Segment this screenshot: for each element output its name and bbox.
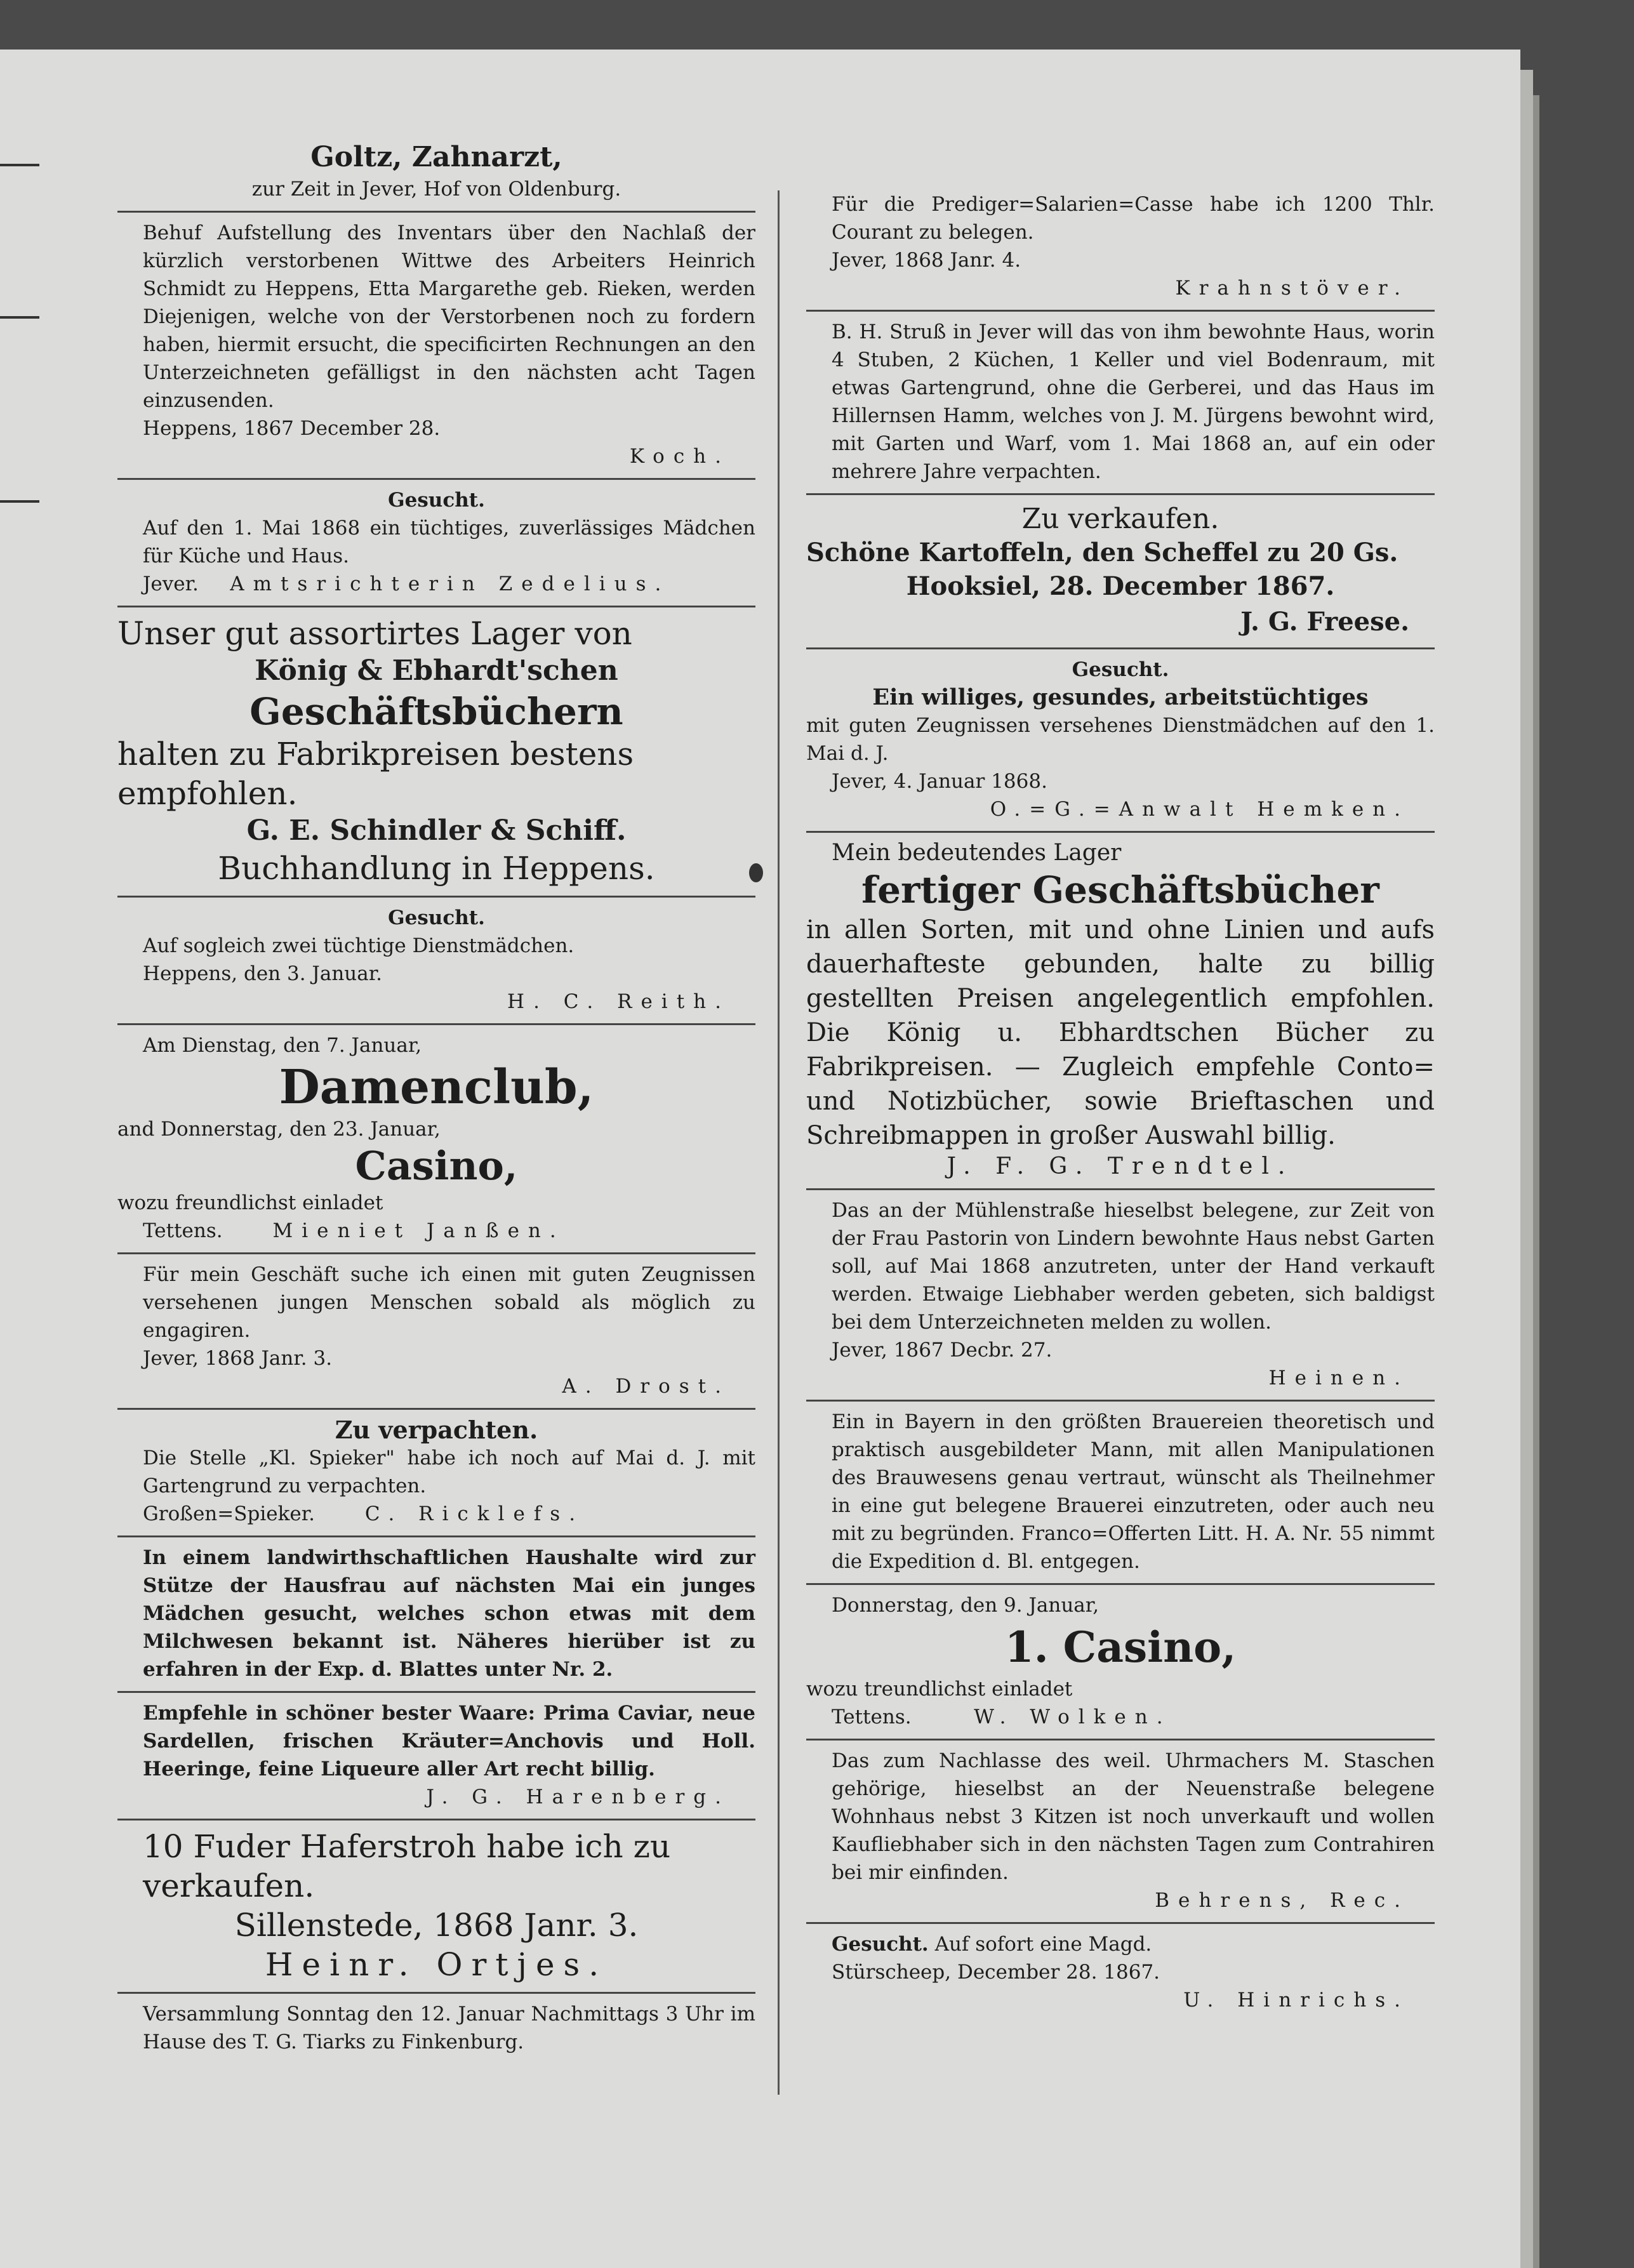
ad-body: In einem landwirthschaftlichen Haushalte wird zur Stütze der Hausfrau auf nächsten Mai ein junges Mädchen gesucht, welches schon etwas mit dem Milchwesen bekannt ist. Näheres hierüber ist zu erfahren in der Exp. d. Blattes unter Nr. 2. [143, 1546, 755, 1681]
ad-signature: C. Ricklefs. [364, 1502, 585, 1525]
ad-prediger-casse [806, 133, 1435, 312]
ad-line: wozu freundlichst einladet [117, 1191, 383, 1214]
ad-damenclub [117, 1025, 755, 1254]
ad-firm: G. E. Schindler & Schiff. [246, 814, 627, 847]
ad-signature: J. G. Freese. [1240, 607, 1409, 637]
ad-harenberg [117, 1693, 755, 1820]
ad-line: Donnerstag, den 9. Januar, [832, 1594, 1099, 1617]
ad-line: and Donnerstag, den 23. Januar, [117, 1118, 441, 1141]
ad-body: B. H. Struß in Jever will das von ihm bewohnte Haus, worin 4 Stuben, 2 Küchen, 1 Keller und viel Bodenraum, mit etwas Gartengrund, ohne die Gerberei, und das Haus im Hillernsen Hamm, welches von J. M. Jürgens bewohnt wird, mit Garten und Warf, vom 1. Mai 1868 an, auf ein oder mehrere Jahre verpachten. [832, 321, 1435, 483]
ad-highlight: fertiger Geschäftsbücher [861, 868, 1379, 912]
ad-place: Heppens, den 3. Januar. [143, 962, 383, 985]
ad-line: Hooksiel, 28. December 1867. [906, 571, 1335, 601]
ad-heading: Gesucht. [1072, 658, 1169, 681]
ad-line: halten zu Fabrikpreisen bestens empfohlen. [117, 736, 634, 812]
ad-line: wozu treundlichst einladet [806, 1678, 1073, 1701]
ad-body: Die Stelle „Kl. Spieker" habe ich noch auf Mai d. J. mit Gartengrund zu verpachten. [143, 1447, 755, 1497]
ad-gesucht-maedchen [117, 480, 755, 607]
ad-body: Das zum Nachlasse des weil. Uhrmachers M. Staschen gehörige, hieselbst an der Neuenstraße belegene Wohnhaus nebst 3 Kitzen ist noch unverkauft und wollen Kaufliebhaber sich in den nächsten Tagen zum Contrahiren bei mir einfinden. [832, 1749, 1435, 1884]
ad-title: Goltz, Zahnarzt, [310, 141, 562, 173]
ad-drost [117, 1254, 755, 1410]
left-column [117, 133, 755, 2064]
ad-signature: O.=G.=Anwalt Hemken. [990, 798, 1409, 821]
ad-heading: Zu verkaufen. [1021, 503, 1219, 535]
ad-gesucht-dienstmaedchen [117, 898, 755, 1025]
ad-body: Empfehle in schöner bester Waare: Prima Caviar, neue Sardellen, frischen Kräuter=Anchovis und Holl. Heeringe, feine Liqueure aller Art recht billig. [143, 1702, 755, 1781]
ad-line: Am Dienstag, den 7. Januar, [143, 1034, 422, 1057]
page-edge-shadow [1533, 95, 1539, 2268]
ad-signature: Heinen. [1268, 1367, 1409, 1389]
ad-body: Auf sofort eine Magd. [934, 1933, 1152, 1956]
ad-place: Jever. [143, 573, 199, 595]
margin-mark [0, 316, 39, 319]
ad-staschen [806, 1741, 1435, 1924]
ad-signature: H. C. Reith. [507, 990, 730, 1013]
ad-highlight: 1. Casino, [1004, 1622, 1237, 1672]
ad-signature: J. F. G. Trendtel. [947, 1153, 1294, 1179]
ad-body: in allen Sorten, mit und ohne Linien und aufs dauerhafteste gebunden, halte zu billig gestellten Preisen angelegentlich empfohlen. Die König u. Ebhardtschen Bücher zu Fabrikpreisen. — Zugleich empfehle Conto= und Notizbücher, sowie Brieftaschen und Schreibmappen in großer Auswahl billig. [806, 915, 1435, 1150]
ad-place: Jever, 1868 Janr. 4. [832, 249, 1021, 272]
ad-body: Auf sogleich zwei tüchtige Dienstmädchen. [143, 934, 575, 957]
ad-signature: Krahnstöver. [1175, 277, 1409, 300]
ad-place: Großen=Spieker. [143, 1502, 315, 1525]
ad-haferstroh [117, 1820, 755, 1994]
right-column [806, 133, 1435, 2022]
ad-muehlenstrasse [806, 1190, 1435, 1402]
ad-line: Ein williges, gesundes, arbeitstüchtiges [872, 684, 1369, 710]
ad-highlight: Geschäftsbüchern [249, 690, 623, 733]
column-divider [778, 190, 780, 2095]
ad-body: 10 Fuder Haferstroh habe ich zu verkaufen. [143, 1828, 671, 1904]
ad-body: Auf den 1. Mai 1868 ein tüchtiges, zuverlässiges Mädchen für Küche und Haus. [143, 517, 755, 567]
ad-inventar [117, 213, 755, 480]
ad-line: Schöne Kartoffeln, den Scheffel zu 20 Gs. [806, 538, 1398, 567]
ad-body: Das an der Mühlenstraße hieselbst belegene, zur Zeit von der Frau Pastorin von Lindern bewohnte Haus nebst Garten soll, auf Mai 1868 anzutreten, unter der Hand verkauft werden. Etwaige Liebhaber werden gebeten, sich baldigst bei dem Unterzeichneten melden zu wollen. [832, 1199, 1435, 1334]
ad-subtitle: zur Zeit in Jever, Hof von Oldenburg. [251, 178, 621, 201]
margin-mark [0, 500, 39, 503]
ad-goltz [117, 133, 755, 213]
ad-heading: Gesucht. [388, 489, 485, 512]
ad-heading: Gesucht. [832, 1933, 929, 1956]
ad-highlight: Casino, [355, 1143, 518, 1189]
ad-body: Behuf Aufstellung des Inventars über den Nachlaß der kürzlich verstorbenen Wittwe des Arbeiters Heinrich Schmidt zu Heppens, Etta Margarethe geb. Rieken, werden Diejenigen, welche von der Verstorbenen noch zu fordern haben, hiermit ersucht, die specificirten Rechnungen an den Unterzeichneten gefälligst in den nächsten acht Tagen einzusenden. [143, 222, 755, 412]
ad-signature: W. Wolken. [974, 1706, 1172, 1728]
ad-highlight: Damenclub, [279, 1060, 594, 1115]
ad-signature: A. Drost. [562, 1375, 730, 1398]
ad-place: Jever, 1868 Janr. 3. [143, 1347, 333, 1370]
ad-signature: Amtsrichterin Zedelius. [230, 573, 670, 595]
ad-body: mit guten Zeugnissen versehenes Dienstmädchen auf den 1. Mai d. J. [806, 714, 1435, 765]
ad-signature: U. Hinrichs. [1183, 1989, 1409, 2012]
ad-line: Unser gut assortirtes Lager von [117, 615, 632, 652]
ad-place: Stürscheep, December 28. 1867. [832, 1961, 1160, 1984]
page-edge [1520, 70, 1533, 2268]
ad-heading: Zu verpachten. [335, 1416, 538, 1444]
ad-body: Ein in Bayern in den größten Brauereien theoretisch und praktisch ausgebildeter Mann, mit allen Manipulationen des Brauwesens genau vertraut, wünscht als Theilnehmer in eine gut belegene Brauerei einzutreten, oder auch neu mit zu begründen. Franco=Offerten Litt. H. A. Nr. 55 nimmt die Expedition d. Bl. entgegen. [832, 1410, 1435, 1573]
ad-brauerei [806, 1402, 1435, 1585]
ad-body: Für mein Geschäft suche ich einen mit guten Zeugnissen versehenen jungen Menschen sobald als möglich zu engagiren. [143, 1263, 755, 1342]
ad-body: Für die Prediger=Salarien=Casse habe ich 1200 Thlr. Courant zu belegen. [832, 193, 1435, 244]
ad-line: Mein bedeutendes Lager [832, 840, 1122, 866]
ad-place: Sillenstede, 1868 Janr. 3. [234, 1907, 639, 1944]
ad-versammlung [117, 1994, 755, 2064]
ad-schindler [117, 607, 755, 898]
ad-struss [806, 312, 1435, 495]
ad-verpachten [117, 1410, 755, 1537]
ad-firm-sub: Buchhandlung in Heppens. [218, 850, 655, 887]
ad-place: Heppens, 1867 December 28. [143, 417, 441, 440]
ad-signature: Mieniet Janßen. [272, 1219, 565, 1242]
ad-place: Tettens. [832, 1706, 912, 1728]
ad-body: Versammlung Sonntag den 12. Januar Nachmittags 3 Uhr im Hause des T. G. Tiarks zu Finkenburg. [143, 2003, 755, 2053]
ad-casino-wolken [806, 1585, 1435, 1741]
ad-signature: Heinr. Ortjes. [265, 1946, 608, 1983]
ad-heading: Gesucht. [388, 906, 485, 929]
ad-line: König & Ebhardt'schen [255, 654, 618, 687]
ad-signature: J. G. Harenberg. [426, 1786, 730, 1808]
ad-place: Jever, 1867 Decbr. 27. [832, 1339, 1053, 1362]
margin-mark [0, 164, 39, 166]
ad-signature: Behrens, Rec. [1155, 1889, 1409, 1912]
ad-place: Jever, 4. Januar 1868. [832, 770, 1047, 793]
ad-signature: Koch. [629, 445, 730, 468]
ad-gesucht-hemken [806, 649, 1435, 833]
ad-kartoffeln [806, 495, 1435, 649]
ad-trendtel [806, 833, 1435, 1190]
ad-place: Tettens. [143, 1219, 223, 1242]
ad-gesucht-magd [806, 1924, 1435, 2022]
ad-landwirthschaft [117, 1537, 755, 1693]
